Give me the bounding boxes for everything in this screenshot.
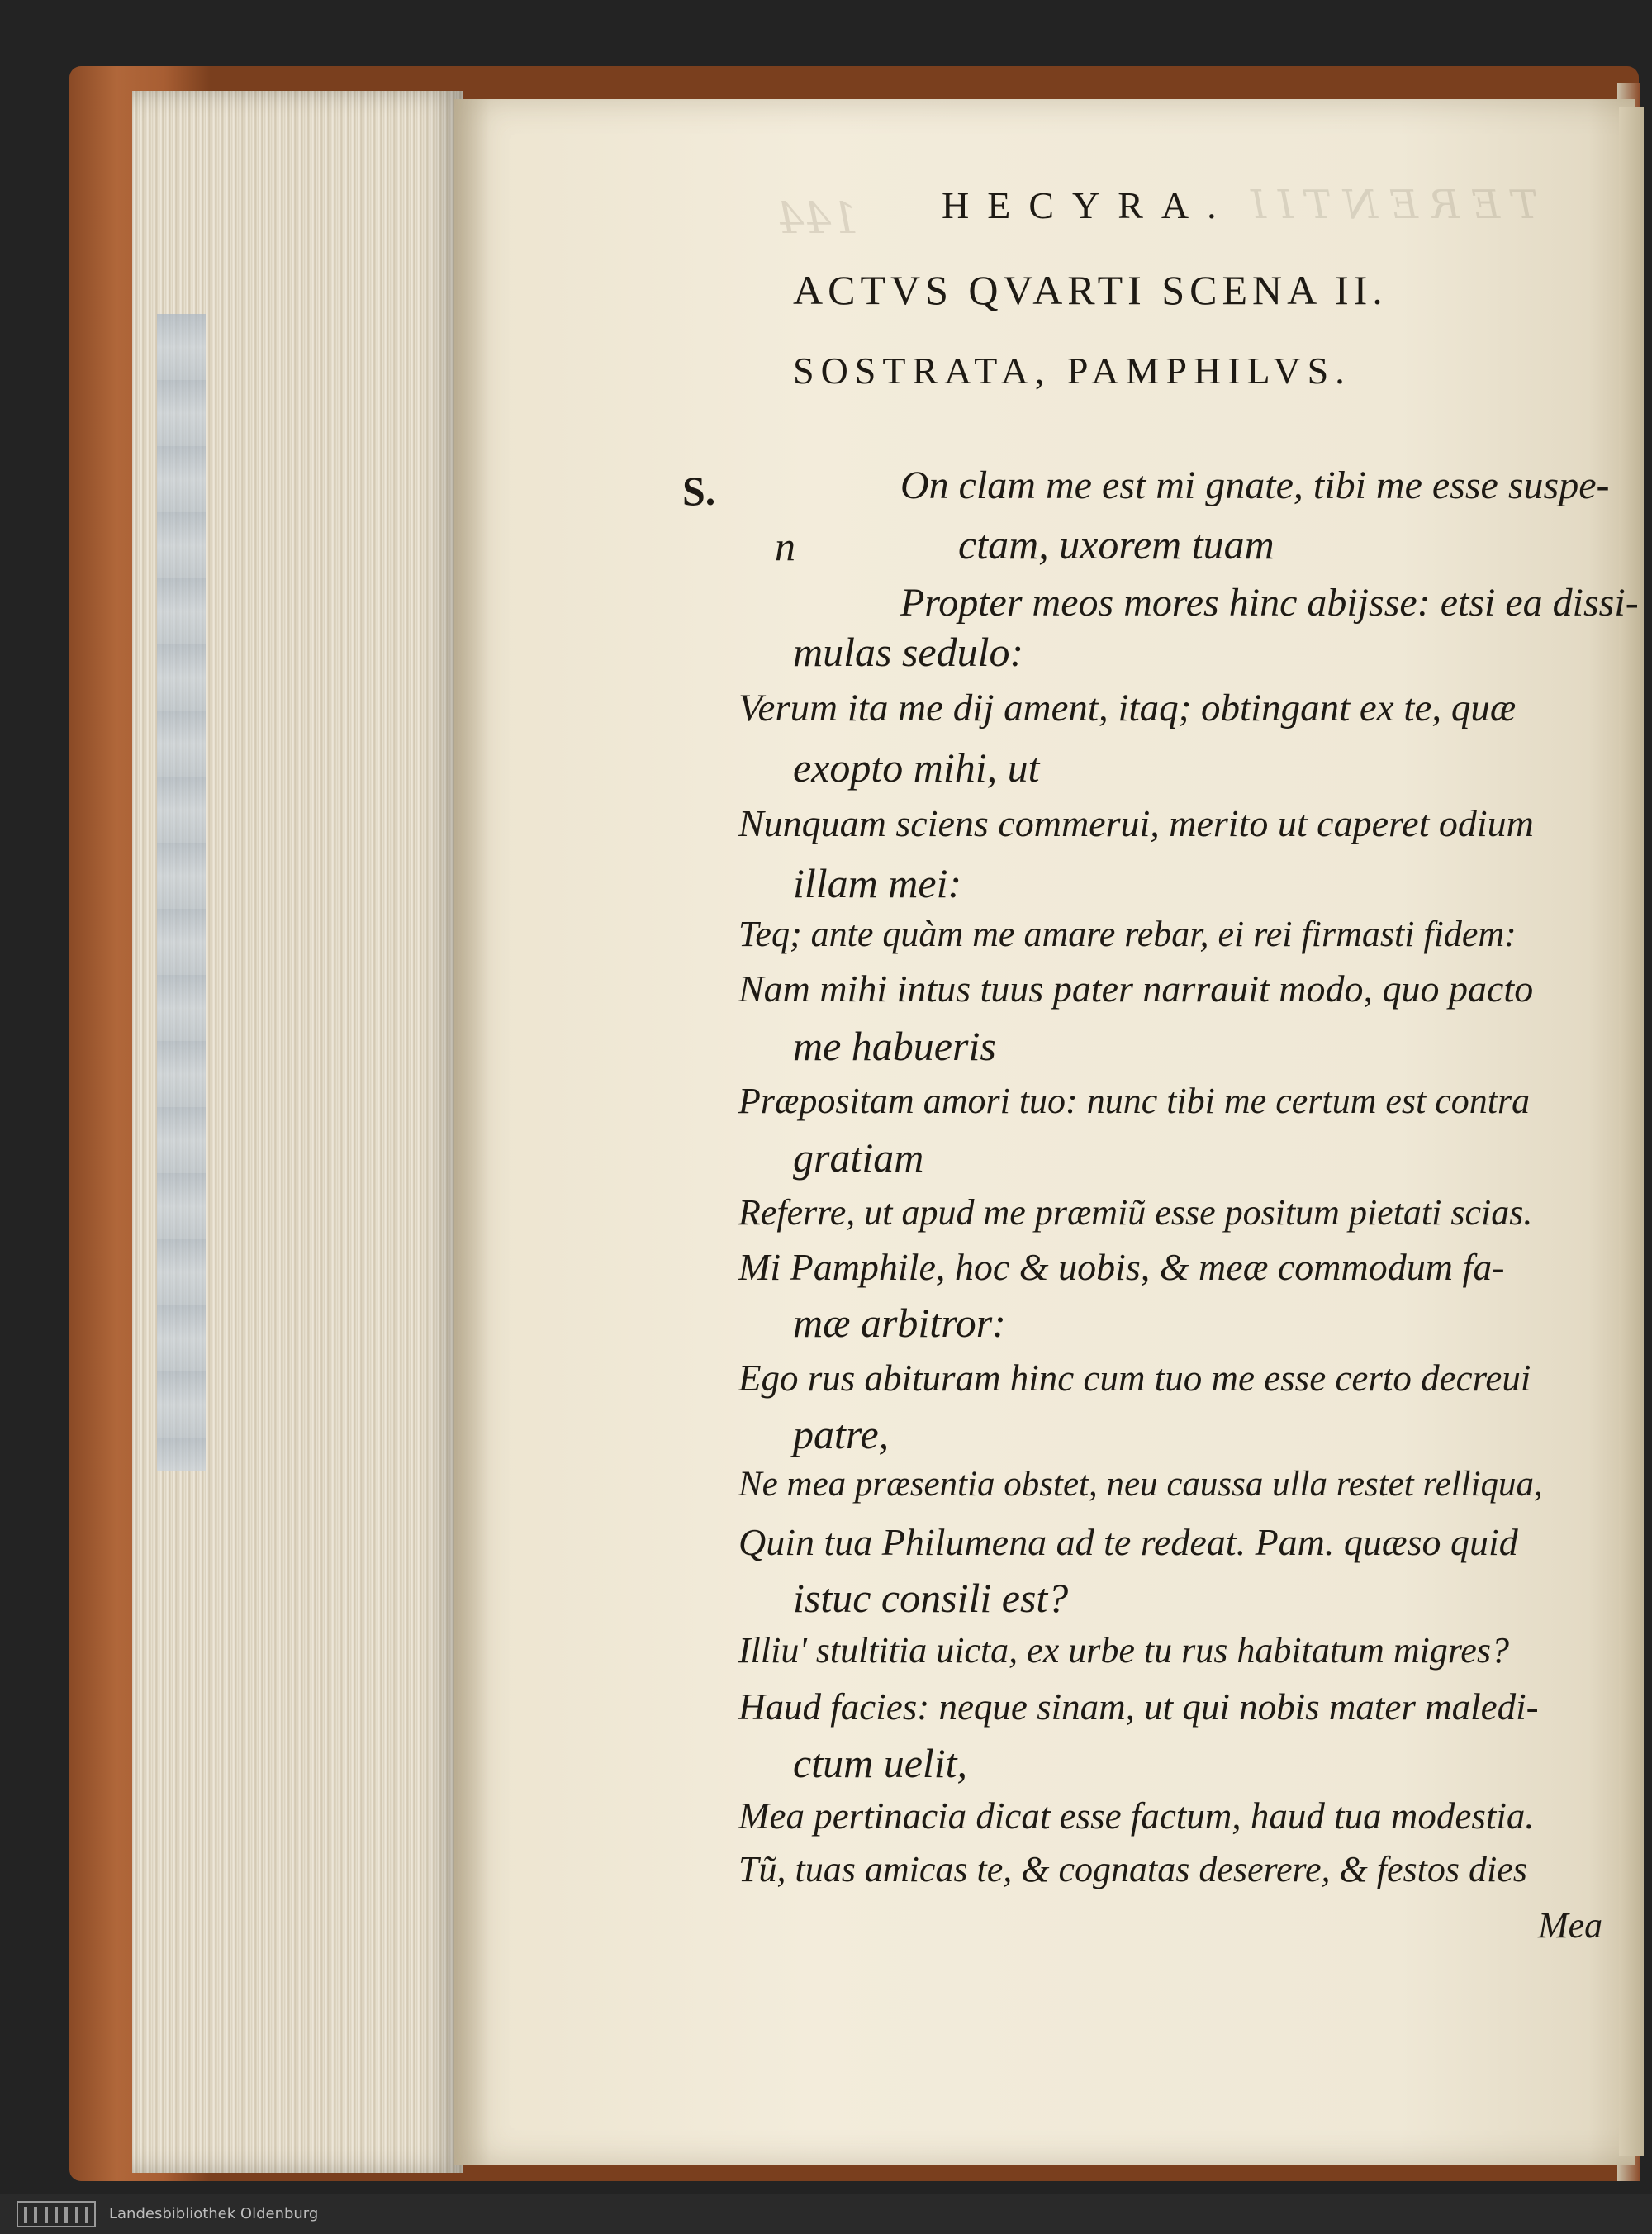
speaker-mark: S. [682,468,716,514]
text-line: Tũ, tuas amicas te, & cognatas deserere, & festos dies [738,1849,1527,1889]
act-title: ACTVS QVARTI SCENA II. [793,267,1388,313]
text-line: exopto mihi, ut [793,744,1040,791]
bleed-page-number: 144 [776,194,859,244]
text-line: illam mei: [793,860,962,906]
running-head: HECYRA. [942,184,1235,226]
text-line: mulas sedulo: [793,629,1024,675]
library-building-icon [17,2201,96,2227]
text-line: patre, [793,1411,890,1457]
text-line: mæ arbitror: [793,1300,1006,1346]
text-line: Teq; ante quàm me amare rebar, ei rei firmasti fidem: [738,914,1517,954]
text-line: me habueris [793,1023,996,1069]
text-line: Ne mea præsentia obstet, neu caussa ulla restet relliqua, [738,1465,1543,1504]
footer-bar [0,2194,1652,2234]
catchword: Mea [1538,1905,1603,1946]
page-block-tint [157,314,206,1471]
character-list: SOSTRATA, PAMPHILVS. [793,349,1351,392]
text-line: gratiam [793,1134,924,1181]
library-name: Landesbibliothek Oldenburg [109,2205,319,2222]
text-line: Præpositam amori tuo: nunc tibi me certum est contra [738,1081,1531,1121]
text-line: Illiu' stultitia uicta, ex urbe tu rus habitatum migres? [738,1630,1509,1671]
text-line: Referre, ut apud me præmiũ esse positum pietati scias. [738,1192,1533,1233]
text-line: istuc consili est? [793,1575,1069,1621]
text-line: Ego rus abituram hinc cum tuo me esse certo decreui [738,1357,1531,1399]
text-line: Nunquam sciens commerui, merito ut caperet odium [738,802,1534,844]
facing-page-edge [1619,107,1644,2156]
text-line: Nam mihi intus tuus pater narrauit modo, quo pacto [738,967,1534,1010]
text-line: Verum ita me dij ament, itaq; obtingant ex te, quæ [738,687,1517,730]
text-line: Haud facies: neque sinam, ut qui nobis mater maledi- [738,1686,1539,1728]
bleed-running-head: TERENTII [1239,182,1539,228]
text-line: ctam, uxorem tuam [958,521,1275,568]
text-line: Quin tua Philumena ad te redeat. Pam. quæso quid [738,1521,1518,1563]
text-line: Mea pertinacia dicat esse factum, haud tua modestia. [738,1795,1535,1837]
drop-initial-line: n [775,523,795,569]
text-line: On clam me est mi gnate, tibi me esse suspe- [900,463,1610,507]
text-line: Mi Pamphile, hoc & uobis, & meæ commodum fa- [738,1246,1505,1288]
text-line: Propter meos mores hinc abijsse: etsi ea dissi- [900,581,1639,625]
text-line: ctum uelit, [793,1740,968,1786]
